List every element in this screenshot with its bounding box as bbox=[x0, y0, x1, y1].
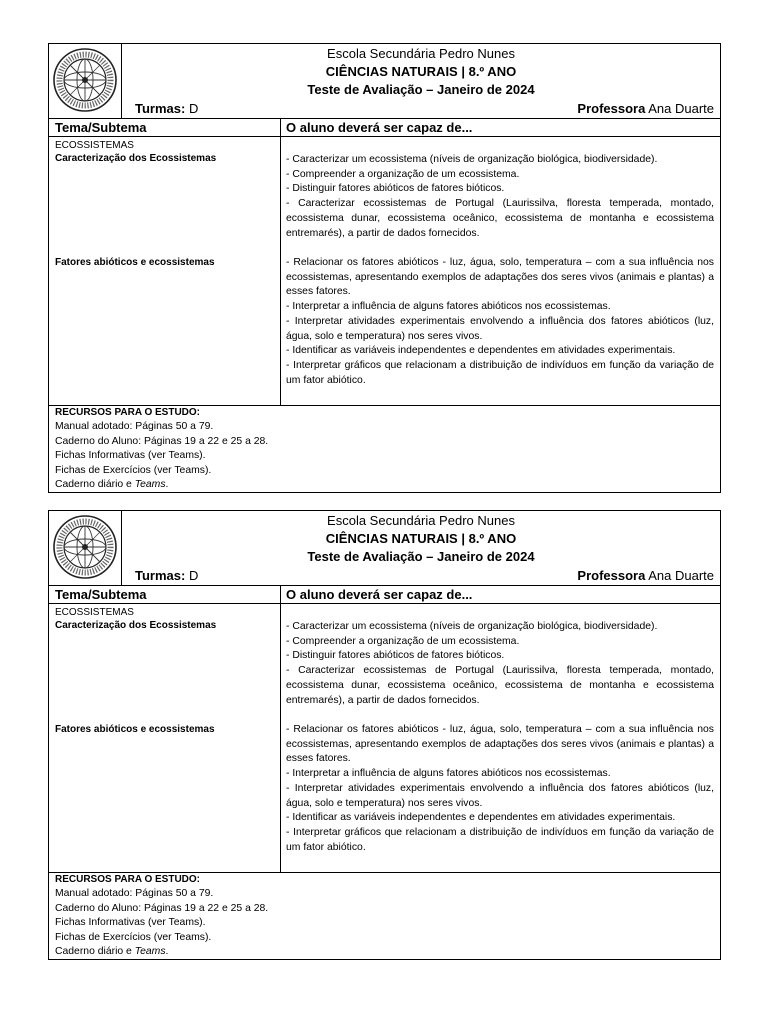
content-row bbox=[49, 604, 720, 873]
test-title: Teste de Avaliação – Janeiro de 2024 bbox=[307, 82, 535, 97]
turmas-value: D bbox=[188, 568, 199, 583]
objective-item: - Distinguir fatores abióticos de fatores bióticos. bbox=[286, 650, 505, 662]
resources-title: RECURSOS PARA O ESTUDO: bbox=[55, 407, 201, 418]
resource-item: Caderno do Aluno: Páginas 19 a 22 e 25 a 28. bbox=[55, 435, 269, 447]
objective-item: - Distinguir fatores abióticos de fatores bióticos. bbox=[286, 183, 505, 195]
objective-item: - Compreender a organização de um ecossistema. bbox=[286, 168, 520, 180]
col-header-tema: Tema/Subtema bbox=[55, 587, 147, 602]
resource-item: Fichas Informativas (ver Teams). bbox=[55, 917, 206, 929]
objective-item: - Interpretar gráficos que relacionam a distribuição de indivíduos em função da variação de um fator abiótico. bbox=[286, 359, 714, 386]
resources-section bbox=[49, 873, 720, 959]
objective-item: - Relacionar os fatores abióticos - luz, água, solo, temperatura – com a sua influência nos ecossistemas, apresentando exemplos de adaptações dos seres vivos (animais e plantas) a esses fatores. bbox=[286, 724, 714, 765]
col-header-aluno: O aluno deverá ser capaz de... bbox=[286, 120, 473, 135]
subtheme-fatores-abioticos: Fatores abióticos e ecossistemas bbox=[55, 724, 215, 735]
objective-item: - Interpretar a influência de alguns fatores abióticos nos ecossistemas. bbox=[286, 301, 611, 313]
turmas-field bbox=[135, 567, 198, 584]
objective-item: - Identificar as variáveis independentes e dependentes em atividades experimentais. bbox=[286, 812, 676, 824]
turmas-value: D bbox=[188, 101, 199, 116]
test-title: Teste de Avaliação – Janeiro de 2024 bbox=[307, 549, 535, 564]
professor-field bbox=[577, 567, 714, 584]
professor-label: Professora bbox=[577, 101, 646, 116]
professor-label: Professora bbox=[577, 568, 646, 583]
school-name: Escola Secundária Pedro Nunes bbox=[327, 46, 515, 61]
school-logo-cell bbox=[49, 44, 122, 118]
resource-item: Fichas de Exercícios (ver Teams). bbox=[55, 464, 212, 476]
school-name: Escola Secundária Pedro Nunes bbox=[327, 513, 515, 528]
table-header-row bbox=[49, 586, 720, 604]
objectives-group-2 bbox=[286, 723, 714, 855]
resource-last-suffix: . bbox=[165, 479, 169, 491]
objective-item: - Caracterizar ecossistemas de Portugal (Laurissilva, floresta temperada, montado, ecossistema dunar, ecossistema oceânico, ecossistema de montanha e ecossistema entremarés), a partir de dados fornecidos. bbox=[286, 665, 714, 706]
resource-item: Caderno do Aluno: Páginas 19 a 22 e 25 a 28. bbox=[55, 902, 269, 914]
subtheme-fatores-abioticos: Fatores abióticos e ecossistemas bbox=[55, 257, 215, 268]
turmas-label: Turmas: bbox=[135, 101, 186, 116]
subject-title: CIÊNCIAS NATURAIS | 8.º ANO bbox=[325, 64, 517, 79]
resource-last-prefix: Caderno diário e bbox=[55, 946, 135, 958]
resource-item: Fichas Informativas (ver Teams). bbox=[55, 450, 206, 462]
resource-last-prefix: Caderno diário e bbox=[55, 479, 135, 491]
objective-item: - Caracterizar ecossistemas de Portugal (Laurissilva, floresta temperada, montado, ecossistema dunar, ecossistema oceânico, ecossistema de montanha e ecossistema entremarés), a partir de dados fornecidos. bbox=[286, 198, 714, 239]
resource-item-last bbox=[55, 478, 714, 492]
resource-last-italic: Teams bbox=[134, 479, 166, 491]
theme-label: ECOSSISTEMAS bbox=[55, 607, 134, 618]
sheet-header bbox=[49, 511, 720, 586]
resource-last-suffix: . bbox=[165, 946, 169, 958]
objective-item: - Interpretar atividades experimentais envolvendo a influência dos fatores abióticos (luz, água, solo e temperatura) nos seres vivos. bbox=[286, 315, 714, 342]
resource-last-italic: Teams bbox=[134, 946, 166, 958]
objective-item: - Caracterizar um ecossistema (níveis de organização biológica, biodiversidade). bbox=[286, 621, 658, 632]
resource-item: Manual adotado: Páginas 50 a 79. bbox=[55, 888, 214, 900]
theme-label: ECOSSISTEMAS bbox=[55, 140, 134, 151]
objective-item: - Caracterizar um ecossistema (níveis de organização biológica, biodiversidade). bbox=[286, 154, 658, 165]
assessment-sheet-1 bbox=[48, 43, 721, 493]
subtheme-caracterizacao: Caracterização dos Ecossistemas bbox=[55, 620, 217, 631]
objective-item: - Compreender a organização de um ecossistema. bbox=[286, 635, 520, 647]
subject-title: CIÊNCIAS NATURAIS | 8.º ANO bbox=[325, 531, 517, 546]
objectives-group-1 bbox=[286, 620, 714, 708]
resource-item-last bbox=[55, 945, 714, 959]
assessment-sheet-2 bbox=[48, 510, 721, 960]
resource-item: Manual adotado: Páginas 50 a 79. bbox=[55, 421, 214, 433]
table-header-row bbox=[49, 119, 720, 137]
professor-value: Ana Duarte bbox=[648, 101, 714, 116]
sheet-header bbox=[49, 44, 720, 119]
school-logo-cell bbox=[49, 511, 122, 585]
resources-section bbox=[49, 406, 720, 492]
school-seal-icon bbox=[52, 47, 118, 113]
objective-item: - Relacionar os fatores abióticos - luz, água, solo, temperatura – com a sua influência nos ecossistemas, apresentando exemplos de adaptações dos seres vivos (animais e plantas) a esses fatores. bbox=[286, 257, 714, 298]
objective-item: - Identificar as variáveis independentes e dependentes em atividades experimentais. bbox=[286, 345, 676, 357]
objectives-group-2 bbox=[286, 256, 714, 388]
subtheme-caracterizacao: Caracterização dos Ecossistemas bbox=[55, 153, 217, 164]
professor-field bbox=[577, 100, 714, 117]
school-seal-icon bbox=[52, 514, 118, 580]
resource-item: Fichas de Exercícios (ver Teams). bbox=[55, 931, 212, 943]
objective-item: - Interpretar gráficos que relacionam a distribuição de indivíduos em função da variação de um fator abiótico. bbox=[286, 826, 714, 853]
objective-item: - Interpretar atividades experimentais envolvendo a influência dos fatores abióticos (luz, água, solo e temperatura) nos seres vivos. bbox=[286, 782, 714, 809]
content-row bbox=[49, 137, 720, 406]
col-header-aluno: O aluno deverá ser capaz de... bbox=[286, 587, 473, 602]
turmas-field bbox=[135, 100, 198, 117]
objective-item: - Interpretar a influência de alguns fatores abióticos nos ecossistemas. bbox=[286, 768, 611, 780]
resources-title: RECURSOS PARA O ESTUDO: bbox=[55, 874, 201, 885]
turmas-label: Turmas: bbox=[135, 568, 186, 583]
professor-value: Ana Duarte bbox=[648, 568, 714, 583]
col-header-tema: Tema/Subtema bbox=[55, 120, 147, 135]
objectives-group-1 bbox=[286, 153, 714, 241]
